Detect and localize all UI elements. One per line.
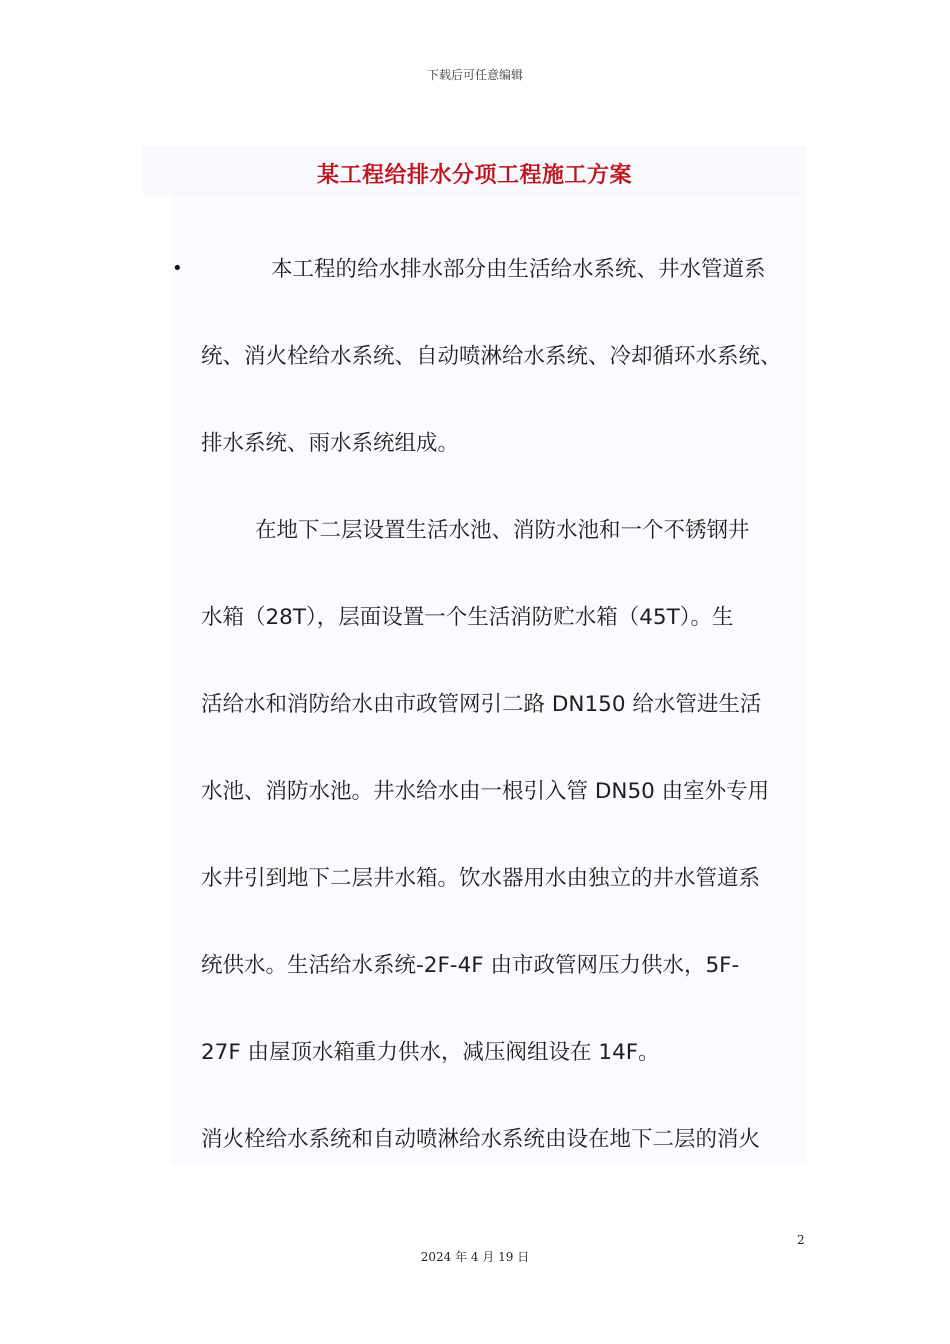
paragraph-line: 27F 由屋顶水箱重力供水，减压阀组设在 14F。 xyxy=(201,1040,660,1065)
footer-date: 2024 年 4 月 19 日 xyxy=(420,1250,530,1264)
header-note: 下载后可任意编辑 xyxy=(426,68,523,82)
paragraph-line: 统、消火栓给水系统、自动喷淋给水系统、冷却循环水系统、 xyxy=(201,344,782,369)
page-number: 2 xyxy=(797,1233,805,1247)
paragraph-line: 本工程的给水排水部分由生活给水系统、井水管道系 xyxy=(271,257,766,282)
paragraph-line: 水井引到地下二层井水箱。饮水器用水由独立的井水管道系 xyxy=(201,866,761,891)
paragraph-line: 活给水和消防给水由市政管网引二路 DN150 给水管进生活 xyxy=(201,692,762,717)
paragraph-line: 消火栓给水系统和自动喷淋给水系统由设在地下二层的消火 xyxy=(201,1127,761,1152)
list-bullet: • xyxy=(172,258,183,279)
paragraph-line: 水池、消防水池。井水给水由一根引入管 DN50 由室外专用 xyxy=(201,779,770,804)
document-title: 某工程给排水分项工程施工方案 xyxy=(316,163,632,188)
paragraph-line: 统供水。生活给水系统-2F-4F 由市政管网压力供水，5F- xyxy=(201,953,740,978)
paragraph-line: 排水系统、雨水系统组成。 xyxy=(201,431,460,456)
paragraph-line: 在地下二层设置生活水池、消防水池和一个不锈钢井 xyxy=(255,518,750,543)
paragraph-line: 水箱（28T），层面设置一个生活消防贮水箱（45T）。生 xyxy=(201,605,734,630)
